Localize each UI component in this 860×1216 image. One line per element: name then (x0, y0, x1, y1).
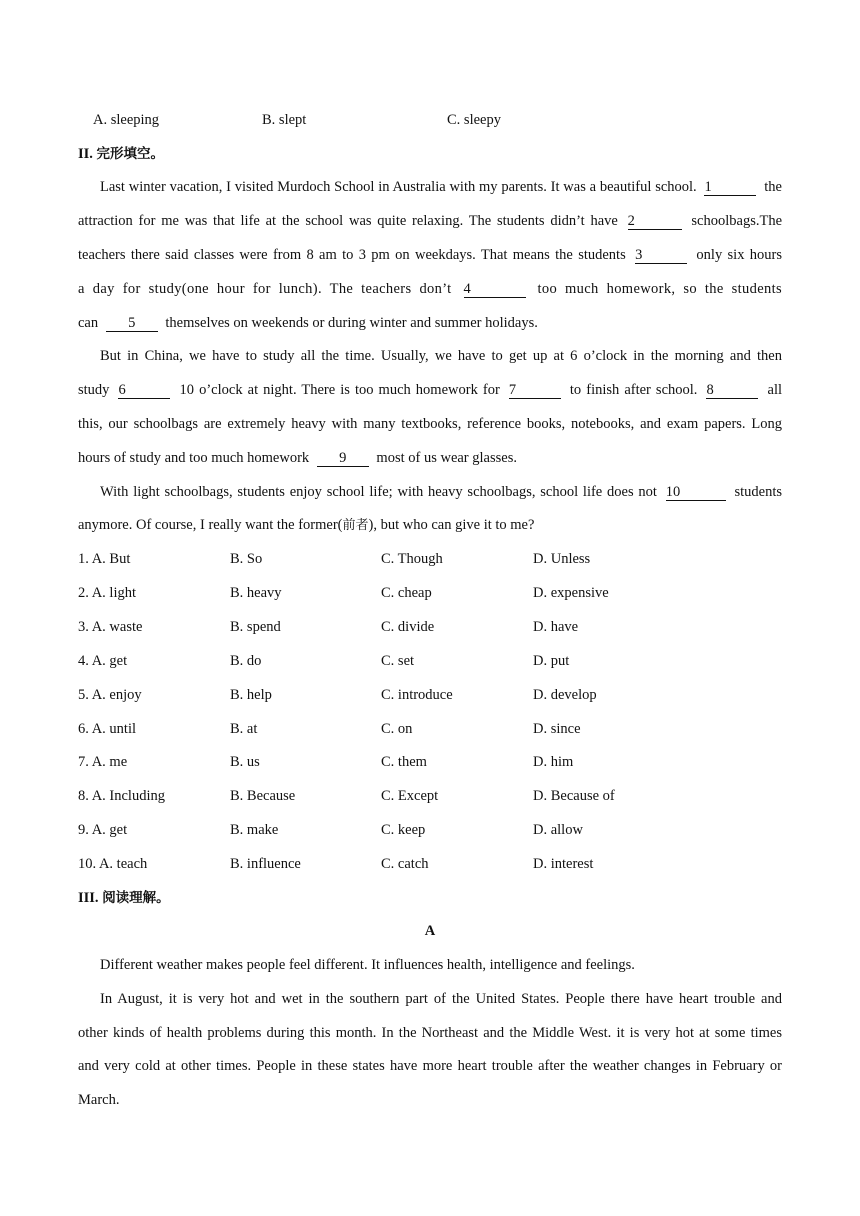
option-9-b: B. make (230, 822, 279, 839)
text: Last winter vacation, I visited Murdoch School in Australia with my parents. It was a beautiful school. (100, 179, 697, 195)
option-6-b: B. at (230, 720, 258, 737)
option-5-d: D. develop (533, 686, 597, 703)
option-10-a: 10. A. teach (78, 856, 148, 873)
blank-10: 10 (666, 484, 726, 501)
cloze-p1-line-5 (78, 313, 782, 333)
option-6-c: C. on (381, 720, 413, 737)
text: study (78, 382, 110, 398)
cloze-p3-line-1 (78, 482, 782, 502)
blank-2: 2 (628, 213, 682, 230)
option-8-d: D. Because of (533, 788, 615, 805)
option-3-b: B. spend (230, 618, 281, 635)
blank-7: 7 (509, 382, 561, 399)
option-8-a: 8. A. Including (78, 788, 165, 805)
blank-3: 3 (635, 247, 687, 264)
option-7-b: B. us (230, 754, 260, 771)
option-9-a: 9. A. get (78, 822, 128, 839)
cloze-p1-line-2 (78, 211, 782, 231)
option-1-d: D. Unless (533, 551, 591, 567)
cloze-p2-line-4 (78, 448, 782, 468)
option-7-c: C. them (381, 754, 427, 771)
option-9-d: D. allow (533, 822, 583, 839)
option-5-b: B. help (230, 686, 272, 703)
text: this, our schoolbags are extremely heavy with many textbooks, reference books, notebooks, and exam papers. Long (78, 416, 782, 432)
text: But in China, we have to study all the time. Usually, we have to get up at 6 o’clock in the morning and then (100, 348, 782, 364)
option-9-c: C. keep (381, 822, 426, 839)
blank-1: 1 (704, 179, 756, 196)
blank-6: 6 (118, 382, 170, 399)
passage-a-p2-line-1: In August, it is very hot and wet in the southern part of the United States. People there have heart trouble and (100, 991, 782, 1007)
section-title: 阅读理解。 (102, 890, 170, 906)
cloze-p3-line-2 (78, 515, 782, 536)
text: only six hours (696, 247, 783, 263)
option-2-a: 2. A. light (78, 584, 137, 601)
cloze-p1-line-4 (78, 279, 782, 299)
passage-a-p1: Different weather makes people feel different. It influences health, intelligence and feelings. (100, 957, 635, 973)
option-1-b: B. So (230, 551, 263, 567)
text: attraction for me was that life at the school was quite relaxing. The students didn’t have (78, 213, 618, 229)
option-7-a: 7. A. me (78, 754, 128, 771)
blank-8: 8 (706, 382, 758, 399)
cloze-p2-line-2 (78, 380, 782, 400)
text: themselves on weekends or during winter and summer holidays. (165, 315, 538, 331)
text: With light schoolbags, students enjoy school life; with heavy schoolbags, school life does not (100, 484, 657, 500)
text: hours of study and too much homework (78, 450, 310, 466)
cloze-p1-line-1 (78, 177, 782, 197)
passage-a-p2-line-4: March. (78, 1092, 120, 1108)
cloze-p2-line-3 (78, 414, 782, 434)
passage-label: A (424, 923, 436, 939)
option-4-b: B. do (230, 652, 262, 669)
option-2-b: B. heavy (230, 584, 282, 601)
option-3-c: C. divide (381, 618, 435, 635)
option-4-d: D. put (533, 652, 570, 669)
text: a day for study(one hour for lunch). The teachers don’t (78, 281, 452, 297)
option-6-a: 6. A. until (78, 720, 137, 737)
option-6-d: D. since (533, 720, 581, 737)
option-1-c: C. Though (381, 551, 443, 567)
prev-option-b: B. slept (262, 112, 307, 128)
option-2-c: C. cheap (381, 584, 432, 601)
option-5-c: C. introduce (381, 686, 453, 703)
option-5-a: 5. A. enjoy (78, 686, 142, 703)
prev-option-a: A. sleeping (93, 112, 160, 128)
section-title: 完形填空。 (96, 146, 165, 162)
cloze-p2-line-1 (78, 346, 782, 366)
text: all (767, 382, 783, 398)
option-7-d: D. him (533, 754, 574, 771)
option-3-d: D. have (533, 618, 579, 635)
option-8-c: C. Except (381, 788, 439, 805)
text: most of us wear glasses. (376, 450, 517, 466)
option-1-a: 1. A. But (78, 551, 131, 567)
text: students (734, 484, 782, 500)
prev-option-c: C. sleepy (447, 112, 501, 128)
blank-9: 9 (317, 450, 369, 467)
text: schoolbags.The (691, 213, 783, 229)
text: too much homework, so the students (537, 281, 782, 297)
option-8-b: B. Because (230, 788, 296, 805)
text: to finish after school. (569, 382, 698, 398)
section-heading-cloze (78, 144, 782, 164)
passage-a-p2-line-3: and very cold at other times. People in these states have more heart trouble after the weather changes in February or (78, 1058, 782, 1074)
text: teachers there said classes were from 8 am to 3 pm on weekdays. That means the students (78, 247, 626, 263)
chinese-gloss: 前者 (342, 518, 369, 533)
option-4-a: 4. A. get (78, 652, 128, 669)
blank-4: 4 (464, 281, 526, 298)
section-number: III. (78, 890, 99, 906)
section-number: II. (78, 146, 93, 162)
option-10-c: C. catch (381, 856, 429, 873)
text: ), but who can give it to me? (368, 517, 535, 533)
text: 10 o’clock at night. There is too much homework for (179, 382, 500, 398)
cloze-p1-line-3 (78, 245, 782, 265)
passage-a-p2-line-2: other kinds of health problems during this month. In the Northeast and the Middle West. it is very hot at some times (78, 1025, 782, 1041)
option-3-a: 3. A. waste (78, 618, 143, 635)
option-10-b: B. influence (230, 856, 301, 873)
text: anymore. Of course, I really want the former( (78, 517, 343, 533)
blank-5: 5 (106, 315, 158, 332)
option-4-c: C. set (381, 652, 415, 669)
option-2-d: D. expensive (533, 584, 609, 601)
text: can (78, 315, 99, 331)
option-10-d: D. interest (533, 856, 594, 873)
section-heading-reading (78, 888, 782, 908)
text: the (764, 179, 782, 195)
